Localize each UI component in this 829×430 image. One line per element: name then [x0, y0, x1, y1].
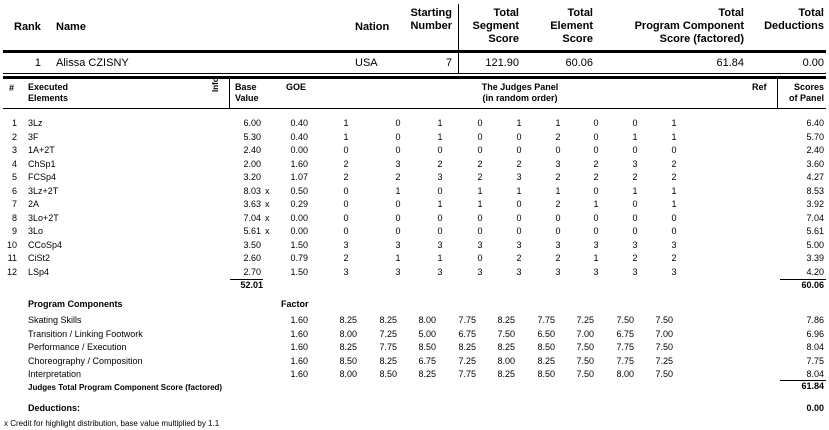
- divider: [458, 4, 459, 74]
- element-code: 3Lz: [28, 118, 43, 128]
- judge-mark: 1: [477, 185, 483, 196]
- component-judge-mark: 7.00: [576, 328, 594, 339]
- component-judge-mark: 7.50: [655, 315, 673, 325]
- component-judge-mark: 8.50: [537, 342, 555, 352]
- judge-mark: 3: [516, 172, 522, 182]
- element-score: 3.92: [806, 199, 824, 209]
- judge-mark: 0: [437, 226, 443, 236]
- skater-rank: 1: [34, 57, 41, 69]
- element-number: 1: [11, 118, 17, 128]
- element-goe: 0.40: [290, 131, 308, 142]
- judge-mark: 0: [343, 199, 349, 209]
- judge-mark: 0: [395, 145, 401, 155]
- judge-mark: 0: [477, 131, 483, 142]
- element-code: 3Lo+2T: [28, 212, 59, 223]
- judge-mark: 0: [632, 226, 638, 236]
- skater-name: Alissa CZISNY: [56, 57, 129, 69]
- judge-mark: 1: [343, 131, 349, 142]
- judge-mark: 0: [516, 131, 522, 142]
- judge-mark: 0: [671, 145, 677, 155]
- component-name: Transition / Linking Footwork: [28, 328, 143, 339]
- judge-mark: 0: [593, 131, 599, 142]
- judge-mark: 1: [671, 118, 677, 128]
- judge-mark: 0: [477, 253, 483, 263]
- judge-mark: 1: [632, 185, 638, 196]
- factor-header: Factor: [281, 299, 309, 309]
- element-code: 1A+2T: [28, 145, 55, 155]
- component-judge-mark: 8.00: [339, 369, 357, 379]
- judge-mark: 0: [477, 145, 483, 155]
- judge-mark: 2: [343, 253, 349, 263]
- judge-mark: 2: [555, 131, 561, 142]
- element-base-value: 6.00: [243, 118, 261, 128]
- component-judge-mark: 6.75: [418, 355, 436, 366]
- component-score: 6.96: [806, 328, 824, 339]
- component-judge-mark: 8.25: [379, 355, 397, 366]
- judge-mark: 0: [343, 185, 349, 196]
- element-code: ChSp1: [28, 158, 56, 169]
- component-judge-mark: 8.25: [458, 342, 476, 352]
- component-judge-mark: 7.50: [576, 355, 594, 366]
- name-header: Name: [56, 21, 86, 33]
- element-base-value: 2.40: [243, 145, 261, 155]
- element-score: 4.20: [806, 266, 824, 277]
- judge-mark: 3: [593, 266, 599, 277]
- tss-header: Total Segment Score: [472, 7, 519, 45]
- component-judge-mark: 8.50: [537, 369, 555, 379]
- score-total: 60.06: [801, 280, 824, 290]
- judge-mark: 3: [632, 158, 638, 169]
- deductions-value: 0.00: [806, 403, 824, 413]
- component-judge-mark: 8.25: [418, 369, 436, 379]
- component-judge-mark: 8.50: [418, 342, 436, 352]
- component-judge-mark: 7.25: [576, 315, 594, 325]
- element-score: 8.53: [806, 185, 824, 196]
- element-goe: 0.50: [290, 185, 308, 196]
- element-number: 9: [11, 226, 17, 236]
- element-code: FCSp4: [28, 172, 57, 182]
- component-judge-mark: 8.25: [339, 342, 357, 352]
- judge-mark: 1: [395, 185, 401, 196]
- judge-mark: 0: [395, 226, 401, 236]
- num-header: #: [9, 83, 15, 93]
- judge-mark: 0: [343, 145, 349, 155]
- judge-mark: 3: [555, 266, 561, 277]
- component-judge-mark: 7.25: [458, 355, 476, 366]
- goe-header: GOE: [286, 82, 307, 92]
- program-components-header: Program Components: [28, 299, 123, 309]
- judge-mark: 3: [437, 266, 443, 277]
- element-number: 7: [11, 199, 17, 209]
- judge-mark: 2: [555, 253, 561, 263]
- component-judge-mark: 7.50: [576, 342, 594, 352]
- element-x-mark: x: [265, 185, 270, 196]
- element-base-value: 3.50: [243, 239, 261, 250]
- judge-mark: 3: [395, 266, 401, 277]
- judge-mark: 1: [555, 185, 561, 196]
- element-number: 2: [11, 131, 17, 142]
- judge-mark: 2: [555, 199, 561, 209]
- elements-top-rule: [3, 76, 826, 79]
- judge-mark: 3: [555, 158, 561, 169]
- col-divider: [777, 78, 778, 108]
- component-judge-mark: 8.00: [339, 328, 357, 339]
- judge-mark: 0: [437, 185, 443, 196]
- component-judge-mark: 7.75: [616, 342, 634, 352]
- component-judge-mark: 6.75: [458, 328, 476, 339]
- element-x-mark: x: [265, 199, 270, 209]
- component-judge-mark: 7.75: [616, 355, 634, 366]
- element-base-value: 2.60: [243, 253, 261, 263]
- skater-tes: 60.06: [565, 57, 593, 69]
- element-base-value: 5.61: [243, 226, 261, 236]
- judge-mark: 2: [555, 172, 561, 182]
- element-number: 3: [11, 145, 17, 155]
- judge-mark: 1: [516, 185, 522, 196]
- judge-mark: 0: [477, 212, 483, 223]
- base-value-header: Base Value: [235, 82, 259, 103]
- element-score: 5.70: [806, 131, 824, 142]
- header-rule: [3, 50, 826, 53]
- judge-mark: 0: [671, 226, 677, 236]
- rank-header: Rank: [14, 21, 41, 33]
- element-base-value: 3.20: [243, 172, 261, 182]
- judge-mark: 0: [593, 118, 599, 128]
- judge-mark: 3: [632, 239, 638, 250]
- component-score: 7.86: [806, 315, 824, 325]
- judge-mark: 2: [477, 172, 483, 182]
- judge-mark: 0: [477, 226, 483, 236]
- judge-mark: 2: [671, 172, 677, 182]
- scores-of-panel-header: Scores of Panel: [788, 82, 824, 103]
- judge-mark: 0: [555, 145, 561, 155]
- judge-mark: 0: [343, 226, 349, 236]
- judge-mark: 0: [477, 118, 483, 128]
- element-number: 4: [11, 158, 17, 169]
- executed-elements-header: Executed Elements: [28, 82, 69, 103]
- judge-mark: 3: [343, 266, 349, 277]
- judge-mark: 3: [343, 239, 349, 250]
- starting-number-header: Starting Number: [410, 7, 452, 32]
- judge-mark: 2: [343, 172, 349, 182]
- component-score: 8.04: [806, 369, 824, 379]
- element-base-value: 2.00: [243, 158, 261, 169]
- element-goe: 0.29: [290, 199, 308, 209]
- judge-mark: 1: [671, 199, 677, 209]
- nation-header: Nation: [355, 21, 390, 33]
- component-judge-mark: 7.50: [655, 342, 673, 352]
- judge-mark: 0: [632, 118, 638, 128]
- element-code: 3F: [28, 131, 39, 142]
- judge-mark: 2: [593, 172, 599, 182]
- judge-mark: 2: [632, 253, 638, 263]
- element-goe: 0.79: [290, 253, 308, 263]
- element-number: 12: [6, 266, 17, 277]
- element-code: 3Lo: [28, 226, 44, 236]
- component-factor: 1.60: [290, 315, 308, 325]
- element-goe: 1.60: [290, 158, 308, 169]
- info-header: Info: [211, 77, 220, 92]
- judge-mark: 0: [516, 226, 522, 236]
- judge-mark: 2: [343, 158, 349, 169]
- judge-mark: 0: [395, 212, 401, 223]
- element-goe: 0.00: [290, 226, 308, 236]
- component-judge-mark: 7.50: [616, 315, 634, 325]
- judge-mark: 0: [516, 199, 522, 209]
- judge-mark: 1: [593, 253, 599, 263]
- component-judge-mark: 7.75: [458, 315, 476, 325]
- element-number: 6: [11, 185, 17, 196]
- component-judge-mark: 8.25: [537, 355, 555, 366]
- judge-mark: 3: [437, 239, 443, 250]
- component-judge-mark: 8.00: [418, 315, 436, 325]
- component-judge-mark: 7.50: [655, 369, 673, 379]
- judge-mark: 2: [516, 253, 522, 263]
- judge-mark: 2: [437, 158, 443, 169]
- judge-mark: 2: [516, 158, 522, 169]
- skater-tss: 121.90: [485, 57, 519, 69]
- element-goe: 1.50: [290, 266, 308, 277]
- judge-mark: 1: [632, 131, 638, 142]
- component-judge-mark: 8.25: [497, 315, 515, 325]
- deductions-label: Deductions:: [28, 403, 81, 413]
- judge-mark: 0: [555, 226, 561, 236]
- element-code: 2A: [28, 199, 40, 209]
- component-judge-mark: 6.75: [616, 328, 634, 339]
- element-base-value: 5.30: [243, 131, 261, 142]
- component-name: Performance / Execution: [28, 342, 127, 352]
- component-judge-mark: 8.25: [497, 342, 515, 352]
- element-number: 10: [6, 239, 17, 250]
- component-factor: 1.60: [290, 369, 308, 379]
- deductions-header: Total Deductions: [764, 7, 824, 32]
- element-base-value: 3.63: [243, 199, 261, 209]
- component-judge-mark: 7.25: [379, 328, 397, 339]
- judge-mark: 0: [671, 212, 677, 223]
- judge-mark: 1: [437, 118, 443, 128]
- component-judge-mark: 8.25: [497, 369, 515, 379]
- skater-rule: [3, 73, 826, 74]
- judge-mark: 0: [343, 212, 349, 223]
- element-goe: 0.00: [290, 145, 308, 155]
- component-judge-mark: 7.50: [497, 328, 515, 339]
- element-goe: 0.40: [290, 118, 308, 128]
- judge-mark: 0: [437, 212, 443, 223]
- component-judge-mark: 5.00: [418, 328, 436, 339]
- component-judge-mark: 7.00: [655, 328, 673, 339]
- component-factor: 1.60: [290, 355, 308, 366]
- elements-header-rule: [3, 108, 826, 109]
- judge-mark: 0: [555, 212, 561, 223]
- judge-mark: 0: [437, 145, 443, 155]
- judge-mark: 0: [395, 199, 401, 209]
- judge-mark: 1: [671, 185, 677, 196]
- element-score: 2.40: [806, 145, 824, 155]
- component-judge-mark: 7.75: [379, 342, 397, 352]
- judge-mark: 0: [593, 145, 599, 155]
- judge-mark: 3: [477, 266, 483, 277]
- skater-starting-number: 7: [445, 57, 452, 69]
- judge-mark: 0: [593, 226, 599, 236]
- pcs-total-value: 61.84: [801, 381, 824, 391]
- component-name: Choreography / Composition: [28, 355, 143, 366]
- judge-mark: 0: [632, 145, 638, 155]
- base-value-total: 52.01: [240, 280, 263, 290]
- element-code: CCoSp4: [28, 239, 63, 250]
- element-score: 7.04: [806, 212, 824, 223]
- element-goe: 1.07: [290, 172, 308, 182]
- pcs-total-label: Judges Total Program Component Score (factored): [28, 383, 223, 392]
- element-goe: 0.00: [290, 212, 308, 223]
- element-number: 5: [11, 172, 17, 182]
- judge-mark: 1: [437, 253, 443, 263]
- component-judge-mark: 7.50: [576, 369, 594, 379]
- component-judge-mark: 8.50: [379, 369, 397, 379]
- element-base-value: 8.03: [243, 185, 261, 196]
- judge-mark: 3: [437, 172, 443, 182]
- component-score: 7.75: [806, 355, 824, 366]
- element-base-value: 7.04: [243, 212, 261, 223]
- component-judge-mark: 8.00: [497, 355, 515, 366]
- judge-mark: 2: [477, 158, 483, 169]
- element-number: 11: [7, 253, 17, 263]
- judge-mark: 1: [477, 199, 483, 209]
- element-goe: 1.50: [290, 239, 308, 250]
- judge-mark: 3: [516, 239, 522, 250]
- ref-header: Ref: [752, 82, 767, 92]
- judge-mark: 0: [395, 118, 401, 128]
- judge-mark: 0: [593, 212, 599, 223]
- judge-mark: 0: [516, 145, 522, 155]
- element-x-mark: x: [265, 212, 270, 223]
- judge-mark: 0: [632, 212, 638, 223]
- judge-mark: 2: [632, 172, 638, 182]
- component-judge-mark: 8.25: [339, 315, 357, 325]
- judge-mark: 1: [343, 118, 349, 128]
- judge-mark: 2: [671, 253, 677, 263]
- footnote: x Credit for highlight distribution, base value multiplied by 1.1: [4, 419, 220, 428]
- judge-mark: 3: [632, 266, 638, 277]
- element-score: 3.60: [806, 158, 824, 169]
- element-base-value: 2.70: [243, 266, 261, 277]
- judge-mark: 1: [437, 199, 443, 209]
- component-judge-mark: 8.50: [339, 355, 357, 366]
- col-divider: [229, 78, 230, 108]
- element-number: 8: [11, 212, 17, 223]
- judge-mark: 0: [516, 212, 522, 223]
- tes-header: Total Element Score: [550, 7, 593, 45]
- element-x-mark: x: [265, 226, 270, 236]
- component-judge-mark: 7.75: [537, 315, 555, 325]
- component-score: 8.04: [806, 342, 824, 352]
- judge-mark: 1: [671, 131, 677, 142]
- judge-mark: 3: [593, 239, 599, 250]
- element-score: 6.40: [806, 118, 824, 128]
- judge-mark: 1: [395, 253, 401, 263]
- component-judge-mark: 6.50: [537, 328, 555, 339]
- judge-mark: 1: [593, 199, 599, 209]
- element-score: 4.27: [806, 172, 824, 182]
- judge-mark: 0: [632, 199, 638, 209]
- judge-mark: 3: [477, 239, 483, 250]
- judge-mark: 3: [671, 266, 677, 277]
- component-name: Interpretation: [28, 369, 82, 379]
- element-score: 5.00: [806, 239, 824, 250]
- judge-mark: 0: [593, 185, 599, 196]
- judge-mark: 2: [593, 158, 599, 169]
- element-code: 3Lz+2T: [28, 185, 59, 196]
- component-judge-mark: 7.25: [655, 355, 673, 366]
- judge-mark: 2: [671, 158, 677, 169]
- judge-mark: 3: [395, 239, 401, 250]
- skater-nation: USA: [355, 57, 378, 69]
- judge-mark: 3: [555, 239, 561, 250]
- component-judge-mark: 8.25: [379, 315, 397, 325]
- component-judge-mark: 8.00: [616, 369, 634, 379]
- judge-mark: 2: [395, 172, 401, 182]
- pcs-header: Total Program Component Score (factored): [634, 7, 744, 45]
- skater-deductions: 0.00: [802, 57, 824, 69]
- judge-mark: 1: [555, 118, 561, 128]
- judge-mark: 1: [516, 118, 522, 128]
- element-code: LSp4: [28, 266, 50, 277]
- element-score: 5.61: [806, 226, 824, 236]
- judge-mark: 3: [395, 158, 401, 169]
- judge-mark: 0: [395, 131, 401, 142]
- component-factor: 1.60: [290, 328, 308, 339]
- judge-mark: 1: [437, 131, 443, 142]
- component-judge-mark: 7.75: [458, 369, 476, 379]
- component-factor: 1.60: [290, 342, 308, 352]
- element-score: 3.39: [806, 253, 824, 263]
- judge-mark: 3: [671, 239, 677, 250]
- element-code: CiSt2: [28, 253, 51, 263]
- judges-panel-header: The Judges Panel (in random order): [481, 82, 559, 103]
- judge-mark: 3: [516, 266, 522, 277]
- skater-pcs: 61.84: [716, 57, 744, 69]
- component-name: Skating Skills: [28, 315, 82, 325]
